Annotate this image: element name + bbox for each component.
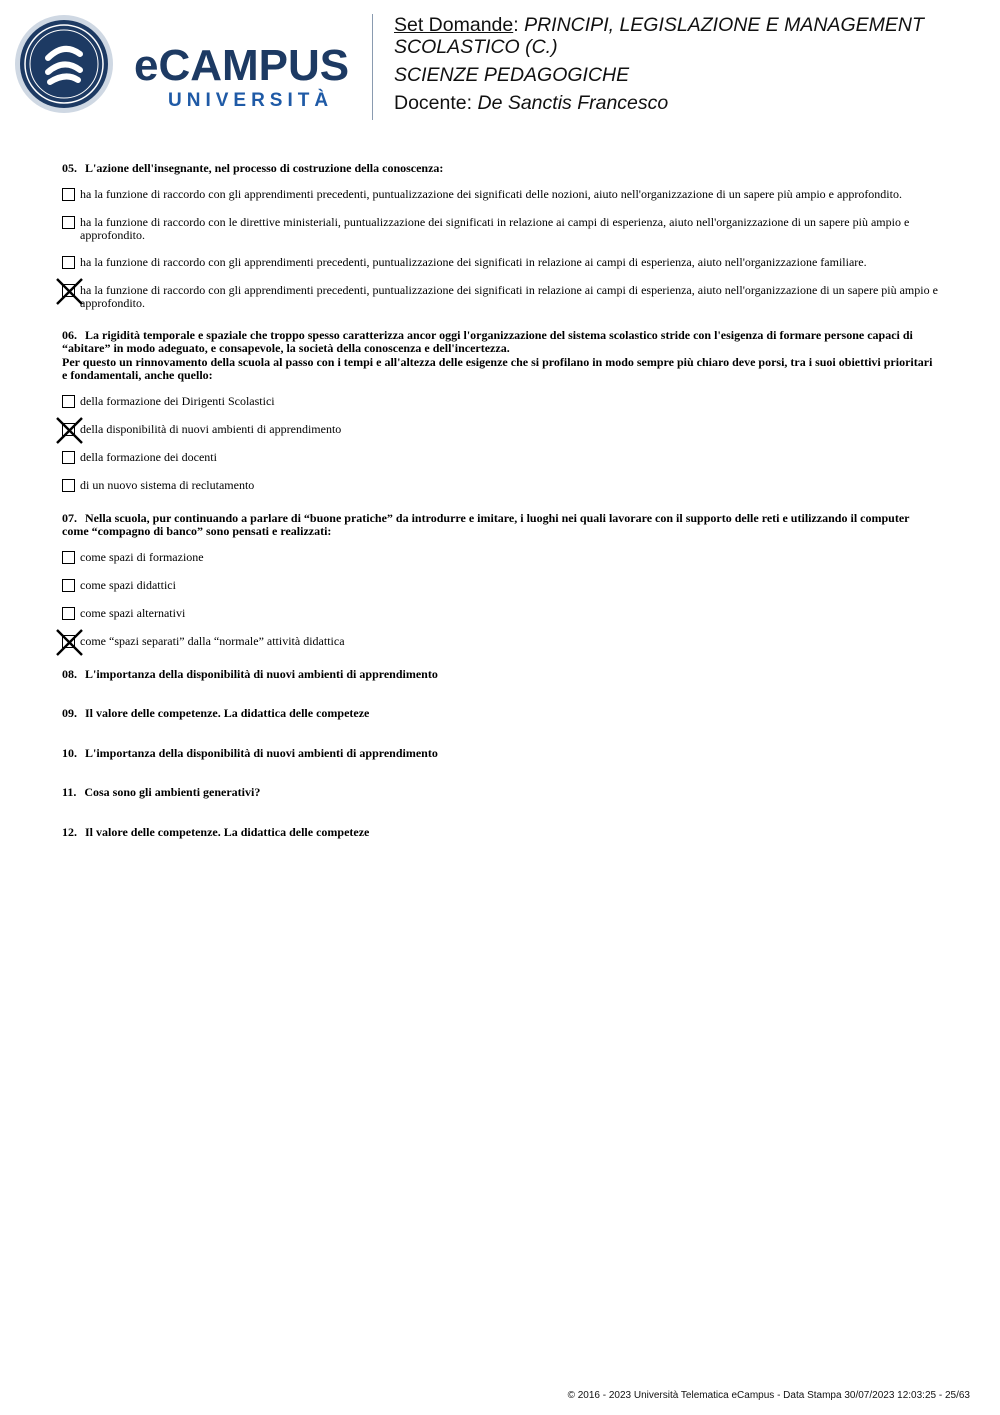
set-title-line2: SCOLASTICO (C.): [394, 36, 558, 58]
logo-brand-text: eCAMPUS: [134, 41, 350, 90]
checkbox[interactable]: [62, 579, 75, 592]
checkbox[interactable]: [62, 256, 75, 269]
question-text: Il valore delle competenze. La didattica delle competeze: [85, 706, 370, 720]
header-info: Set Domande: PRINCIPI, LEGISLAZIONE E MANAGEMENT SCOLASTICO (C.) SCIENZE PEDAGOGICHE Docente: De Sanctis Francesco: [394, 14, 974, 114]
checkbox[interactable]: [62, 216, 75, 229]
question-text: L'importanza della disponibilità di nuovi ambienti di apprendimento: [85, 666, 438, 681]
question-text: L'importanza della disponibilità di nuovi ambienti di apprendimento: [85, 745, 438, 760]
question-06: [62, 329, 938, 494]
checkbox[interactable]: [62, 551, 75, 564]
docente-label: Docente:: [394, 92, 473, 114]
checkbox[interactable]: [62, 395, 75, 408]
answer-option: come spazi didattici: [62, 579, 938, 594]
answer-option: di un nuovo sistema di reclutamento: [62, 479, 938, 494]
question-number: 08.: [62, 666, 77, 681]
answer-option: ha la funzione di raccordo con le direttive ministeriali, puntualizzazione dei significati in relazione ai campi di esperienza, aiuto nell'organizzazione di un sapere più ampio e approfondito.: [62, 216, 938, 243]
checkbox-checked[interactable]: [62, 635, 75, 648]
question-text: Cosa sono gli ambienti generativi?: [84, 785, 261, 799]
question-text-continued: Per questo un rinnovamento della scuola al passo con i tempi e all'altezza delle esigenze che si profilano in modo sempre più chiaro deve porsi, tra i suoi obiettivi prioritari e fondamentali, anche quello:: [62, 354, 933, 382]
open-question-11: [62, 786, 938, 800]
answer-option-checked: della disponibilità di nuovi ambienti di apprendimento: [62, 423, 938, 438]
answer-option: ha la funzione di raccordo con gli apprendimenti precedenti, puntualizzazione dei significati delle nozioni, aiuto nell'organizzazione di un sapere più ampio e approfondito.: [62, 188, 938, 203]
answer-option-checked: ha la funzione di raccordo con gli apprendimenti precedenti, puntualizzazione dei significati in relazione ai campi di esperienza, aiuto nell'organizzazione di un sapere più ampio e approfondito.: [62, 284, 938, 311]
answer-option: ha la funzione di raccordo con gli apprendimenti precedenti, puntualizzazione dei significati in relazione ai campi di esperienza, aiuto nell'organizzazione familiare.: [62, 256, 938, 271]
question-number: 05.: [62, 161, 77, 175]
cross-mark-icon: [55, 628, 84, 657]
logo-sub-text: UNIVERSITÀ: [168, 90, 334, 111]
open-question-12: [62, 826, 938, 840]
question-number: 06.: [62, 327, 77, 342]
checkbox[interactable]: [62, 607, 75, 620]
docente-name: De Sanctis Francesco: [477, 92, 669, 114]
cross-mark-icon: [55, 277, 84, 306]
question-number: 10.: [62, 745, 77, 760]
question-text: Nella scuola, pur continuando a parlare di “buone pratiche” da introdurre e imitare, i luoghi nei quali lavorare con il supporto delle reti e utilizzando il computer come “compagno di banco” sono pensati e realizzati:: [62, 510, 910, 538]
checkbox[interactable]: [62, 188, 75, 201]
question-text: Il valore delle competenze. La didattica delle competeze: [85, 824, 370, 839]
open-question-09: [62, 707, 938, 721]
question-05: [62, 162, 938, 311]
checkbox-checked[interactable]: [62, 284, 75, 297]
open-question-10: [62, 747, 938, 761]
page-footer: © 2016 - 2023 Università Telematica eCampus - Data Stampa 30/07/2023 12:03:25 - 25/63: [567, 1390, 970, 1401]
questions-content: [62, 162, 938, 865]
page-header: [0, 0, 1000, 140]
ecampus-logo-emblem: [14, 14, 114, 119]
set-title-line1: PRINCIPI, LEGISLAZIONE E MANAGEMENT: [524, 14, 924, 36]
ecampus-logo-wordmark: [134, 40, 356, 117]
answer-option-checked: come “spazi separati” dalla “normale” attività didattica: [62, 635, 938, 650]
answer-option: della formazione dei Dirigenti Scolastici: [62, 395, 938, 410]
checkbox[interactable]: [62, 479, 75, 492]
checkbox[interactable]: [62, 451, 75, 464]
question-number: 11.: [62, 785, 77, 799]
question-text: La rigidità temporale e spaziale che troppo spesso caratterizza ancor oggi l'organizzazione del sistema scolastico stride con l'esigenza di formare persone capaci di “abitare” in modo adeguato, e consapevole, la società della conoscenza e dell'incertezza.: [62, 327, 913, 355]
question-text: L'azione dell'insegnante, nel processo di costruzione della conoscenza:: [85, 161, 444, 175]
question-07: [62, 512, 938, 650]
answer-option: come spazi di formazione: [62, 551, 938, 566]
header-divider: [372, 14, 373, 120]
open-question-08: [62, 668, 938, 682]
question-number: 12.: [62, 824, 77, 839]
set-label: Set Domande: [394, 14, 514, 36]
answer-option: come spazi alternativi: [62, 607, 938, 622]
question-number: 09.: [62, 706, 77, 720]
question-number: 07.: [62, 510, 77, 525]
cross-mark-icon: [55, 416, 84, 445]
checkbox-checked[interactable]: [62, 423, 75, 436]
answer-option: della formazione dei docenti: [62, 451, 938, 466]
faculty: SCIENZE PEDAGOGICHE: [394, 64, 630, 86]
